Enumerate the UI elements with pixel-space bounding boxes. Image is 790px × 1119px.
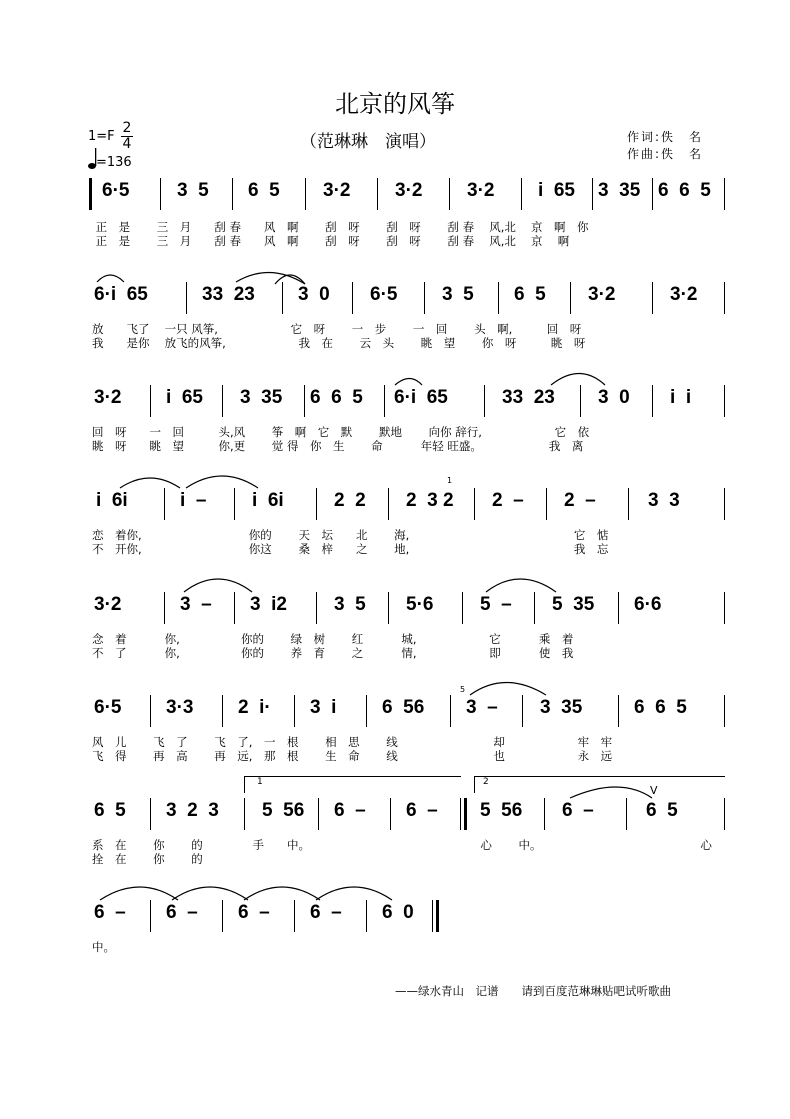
measure: 5·6 — [406, 594, 434, 615]
measure: 3 35 — [240, 387, 283, 408]
measure: 3·2 — [94, 594, 122, 615]
measure: 5 56 — [262, 800, 305, 821]
lyric-line-1: 恋 着你, 你的 天 坛 北 海, 它 惦 — [92, 528, 609, 542]
grace-note: 1 — [447, 476, 453, 485]
measure: 6 – — [334, 800, 366, 821]
key-signature: 1=F — [88, 129, 115, 144]
lyric-line-1: 念 着 你, 你的 绿 树 红 城, 它 乘 着 — [92, 632, 574, 646]
time-signature-top: 2 — [122, 120, 132, 136]
measure: 6 – — [94, 902, 126, 923]
measure: 3·2 — [323, 180, 351, 201]
measure: 6 – — [406, 800, 438, 821]
time-signature-bottom: 4 — [122, 136, 132, 152]
lyric-line-2: 我 是你 放飞的风筝, 我 在 云 头 眺 望 你 呀 眺 呀 — [92, 336, 586, 350]
lyricist-credit: 作词:佚 名 — [627, 130, 704, 144]
lyric-line-1: 回 呀 一 回 头,风 筝 啊 它 默 默地 向你 辞行, 它 依 — [92, 425, 590, 439]
measure: 3 – — [180, 594, 212, 615]
measure: 6 5 — [514, 284, 546, 305]
measure: 6·5 — [102, 180, 130, 201]
measure: 6·i 65 — [94, 284, 148, 305]
measure: 3 – — [466, 697, 498, 718]
measure: 6 6 5 — [634, 697, 687, 718]
measure: 33 23 — [502, 387, 555, 408]
composer-credit: 作曲:佚 名 — [627, 147, 704, 161]
measure: i 6i — [252, 490, 284, 511]
measure: 6 – — [238, 902, 270, 923]
grace-note: 5 — [460, 685, 466, 694]
measure: 33 23 — [202, 284, 255, 305]
lyric-line-2: 拴 在 你 的 — [92, 852, 203, 866]
measure: 3·2 — [588, 284, 616, 305]
measure: 3 3 — [648, 490, 680, 511]
measure: 2 3 2 — [406, 490, 454, 511]
lyric-line-1: 中。 — [92, 940, 115, 954]
measure: 3·3 — [166, 697, 194, 718]
measure: 5 35 — [552, 594, 595, 615]
measure: 3·2 — [94, 387, 122, 408]
lyric-line-1: 风 儿 飞 了 飞 了, 一 根 相 思 线 却 牢 牢 — [92, 735, 613, 749]
lyric-line-1: 正 是 三 月 刮 春 风 啊 刮 呀 刮 呀 刮 春 风,北 京 啊 你 — [92, 220, 589, 234]
measure: 3 5 — [442, 284, 474, 305]
measure: 2 – — [492, 490, 524, 511]
lyric-line-2: 眺 呀 眺 望 你,更 觉 得 你 生 命 年轻 旺盛。 我 离 — [92, 439, 584, 453]
lyric-line-2: 不 开你, 你这 桑 梓 之 地, 我 忘 — [92, 542, 609, 556]
transcriber-credit: ——绿水青山 记谱 请到百度范琳琳贴吧试听歌曲 — [395, 984, 671, 998]
measure: 6 5 — [94, 800, 126, 821]
measure: 6 6 5 — [658, 180, 711, 201]
measure: 5 56 — [480, 800, 523, 821]
measure: 6 – — [166, 902, 198, 923]
lyric-line-2: 飞 得 再 高 再 远, 那 根 生 命 线 也 永 远 — [92, 749, 613, 763]
volta-number-1: 1 — [257, 777, 263, 787]
measure: i 65 — [166, 387, 203, 408]
measure: 2 2 — [334, 490, 366, 511]
measure: i – — [180, 490, 207, 511]
measure: 3 i — [310, 697, 337, 718]
measure: 3 5 — [334, 594, 366, 615]
measure: i i — [670, 387, 692, 408]
measure: 3·2 — [395, 180, 423, 201]
measure: 6 6 5 — [310, 387, 363, 408]
measure: 6 0 — [382, 902, 414, 923]
tempo-value: =136 — [96, 155, 132, 170]
measure: 2 i· — [238, 697, 271, 718]
measure: 3·2 — [670, 284, 698, 305]
volta-number-2: 2 — [483, 777, 489, 787]
measure: i 65 — [538, 180, 575, 201]
measure: 3·2 — [467, 180, 495, 201]
performer-subtitle: （范琳琳 演唱） — [300, 132, 436, 152]
lyric-line-1: 放 飞了 一只 风筝, 它 呀 一 步 一 回 头 啊, 回 呀 — [92, 322, 582, 336]
measure: 3 2 3 — [166, 800, 219, 821]
measure: 6 56 — [382, 697, 425, 718]
measure: 6·i 65 — [394, 387, 448, 408]
measure: 3 0 — [598, 387, 630, 408]
breath-mark: V — [650, 784, 658, 797]
song-title: 北京的风筝 — [335, 90, 455, 118]
measure: 6 5 — [646, 800, 678, 821]
measure: 3 35 — [598, 180, 641, 201]
measure: 5 – — [480, 594, 512, 615]
measure: 6 – — [310, 902, 342, 923]
lyric-line-2: 不 了 你, 你的 养 育 之 情, 即 使 我 — [92, 646, 574, 660]
measure: 3 i2 — [250, 594, 287, 615]
measure: 3 35 — [540, 697, 583, 718]
measure: 6 – — [562, 800, 594, 821]
measure: 6·5 — [94, 697, 122, 718]
measure: 6·5 — [370, 284, 398, 305]
measure: 3 0 — [298, 284, 330, 305]
measure: 6·6 — [634, 594, 662, 615]
measure: 6 5 — [248, 180, 280, 201]
measure: 2 – — [564, 490, 596, 511]
measure: i 6i — [96, 490, 128, 511]
lyric-line-1: 系 在 你 的 手 中。 心 中。 心 — [92, 838, 712, 852]
measure: 3 5 — [177, 180, 209, 201]
lyric-line-2: 正 是 三 月 刮 春 风 啊 刮 呀 刮 呀 刮 春 风,北 京 啊 — [92, 234, 570, 248]
